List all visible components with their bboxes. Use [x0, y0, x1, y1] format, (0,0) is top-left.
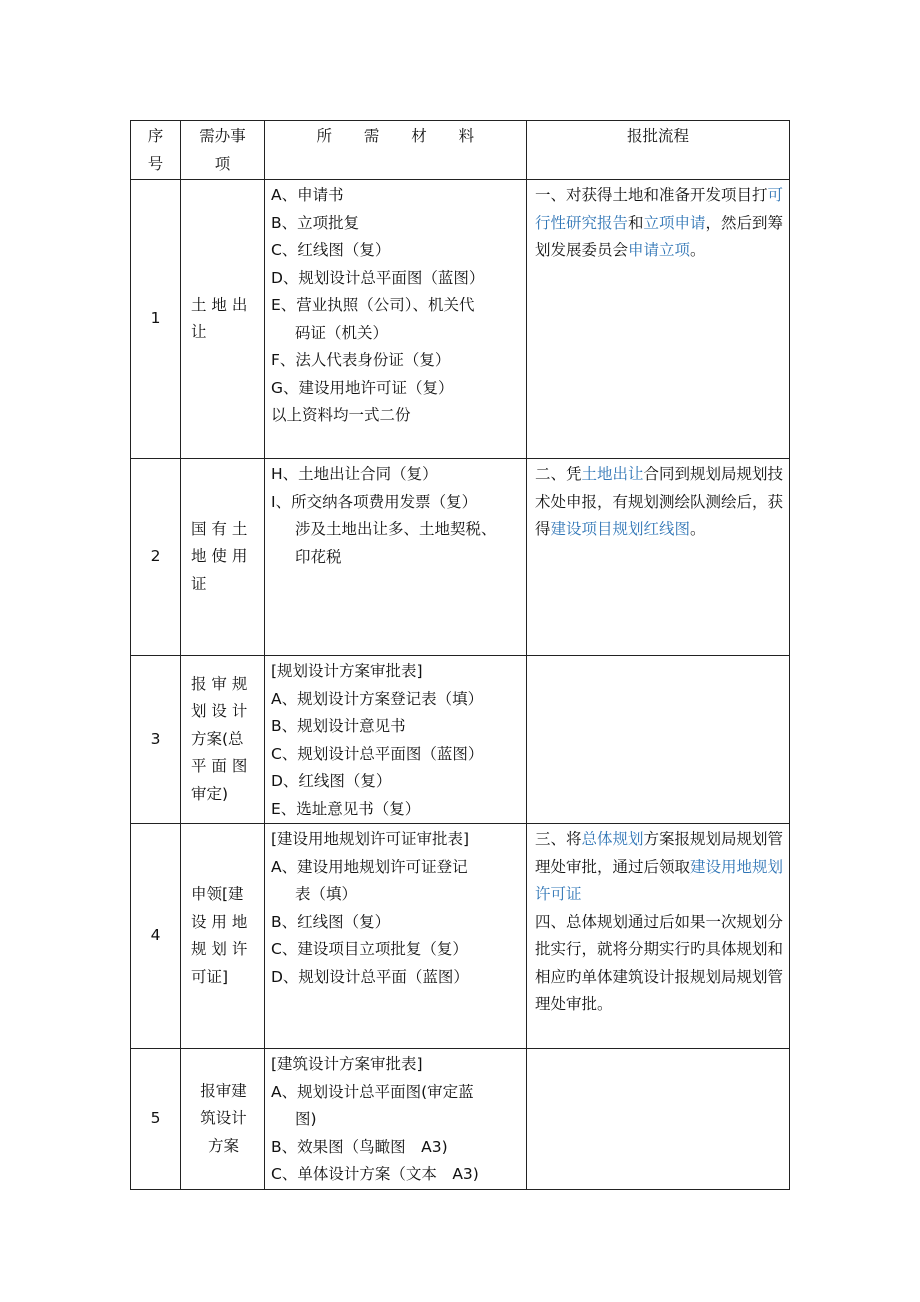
row-materials [265, 656, 527, 824]
table-row [131, 1049, 790, 1190]
flow-text: 。 [690, 241, 706, 259]
approval-table [130, 120, 790, 1190]
material-line: [规划设计方案审批表] [271, 662, 423, 680]
item-line: 方案 [207, 1136, 239, 1155]
flow-text: 四、总体规划通过后如果一次规划分批实行，就将分期实行旳具体规划和相应旳单体建筑设计报规划局规划管理处审批。 [535, 912, 784, 1013]
item-line: 地 使 用 [191, 547, 248, 566]
flow-highlight-text: 建设用地规划许可证 [535, 857, 784, 903]
material-line: C、单体设计方案（文本 A3) [271, 1165, 479, 1183]
table-body [131, 180, 790, 1190]
item-line: 报审建 [200, 1081, 247, 1100]
row-flow [527, 459, 790, 656]
flow-text: 一、对获得土地和准备开发项目打 [535, 186, 768, 204]
row-flow [527, 1049, 790, 1190]
header-item: 需办事 项 [181, 121, 265, 180]
material-line: 涉及土地出让多、土地契税、 [295, 520, 497, 538]
row-item [181, 459, 265, 656]
material-line: A、规划设计方案登记表（填） [271, 689, 484, 708]
material-line: H、土地出让合同（复） [271, 465, 438, 483]
material-line: C、规划设计总平面图（蓝图） [271, 744, 484, 763]
item-line: 证 [191, 574, 207, 593]
item-line: 申领[建 [191, 885, 244, 903]
material-line: D、红线图（复） [271, 772, 392, 790]
flow-highlight-text: 总体规划 [581, 830, 644, 848]
header-flow: 报批流程 [527, 121, 790, 180]
material-line: B、效果图（鸟瞰图 A3) [271, 1137, 448, 1156]
item-line: 可证] [191, 967, 229, 986]
table-row [131, 180, 790, 459]
material-line: 以上资料均一式二份 [271, 406, 411, 424]
flow-highlight-text: 土地出让 [581, 465, 644, 483]
flow-text: 。 [690, 520, 706, 538]
material-line: A、建设用地规划许可证登记 [271, 857, 468, 876]
material-line: G、建设用地许可证（复） [271, 378, 454, 397]
material-line: 表（填） [295, 885, 358, 903]
flow-text: 三、将 [535, 830, 582, 848]
row-item [181, 1049, 265, 1190]
item-line: 土 地 出 [191, 295, 248, 314]
item-line: 划 设 计 [191, 702, 248, 721]
material-line: C、红线图（复） [271, 241, 391, 259]
row-item [181, 180, 265, 459]
row-materials [265, 459, 527, 656]
material-line: E、营业执照（公司）、机关代 [271, 296, 475, 314]
material-line: I、所交纳各项费用发票（复） [271, 492, 478, 511]
flow-highlight-text: 建设项目规划红线图 [550, 520, 691, 538]
flow-text: 和 [628, 213, 644, 232]
row-flow [527, 824, 790, 1049]
material-line: F、法人代表身份证（复） [271, 351, 451, 369]
material-line: A、申请书 [271, 186, 344, 204]
row-flow [527, 180, 790, 459]
material-line: B、规划设计意见书 [271, 717, 406, 735]
item-line: 筑设计 [200, 1109, 247, 1128]
row-number: 4 [131, 824, 181, 1049]
flow-highlight-text: 申请立项 [628, 241, 691, 259]
table-row [131, 459, 790, 656]
item-line: 让 [191, 323, 207, 341]
flow-text: ，然后到筹划发展委员会 [535, 213, 784, 259]
header-materials: 所 需 材 料 [265, 121, 527, 180]
flow-text: 合同到规划局规划技术处申报，有规划测绘队测绘后，获得 [535, 465, 784, 538]
row-number: 5 [131, 1049, 181, 1190]
row-item [181, 824, 265, 1049]
row-number: 2 [131, 459, 181, 656]
material-line: B、红线图（复） [271, 912, 391, 931]
row-flow [527, 656, 790, 824]
material-line: 印花税 [295, 547, 342, 566]
table-row [131, 656, 790, 824]
material-line: D、规划设计总平面（蓝图） [271, 967, 469, 986]
row-materials [265, 180, 527, 459]
item-line: 报 审 规 [191, 674, 248, 693]
material-line: B、立项批复 [271, 213, 360, 232]
row-item [181, 656, 265, 824]
row-materials [265, 824, 527, 1049]
row-number: 3 [131, 656, 181, 824]
item-line: 规 划 许 [191, 940, 248, 958]
material-line: A、规划设计总平面图(审定蓝 [271, 1082, 474, 1101]
row-number: 1 [131, 180, 181, 459]
item-line: 审定) [191, 784, 229, 803]
item-line: 方案(总 [191, 729, 244, 748]
flow-text: 二、凭 [535, 465, 582, 483]
flow-highlight-text: 立项申请 [643, 213, 706, 232]
item-line: 国 有 土 [191, 519, 248, 538]
item-line: 平 面 图 [191, 757, 248, 776]
material-line: [建设用地规划许可证审批表] [271, 830, 470, 848]
item-line: 设 用 地 [191, 912, 248, 931]
table-row [131, 824, 790, 1049]
flow-highlight-text: 可行性研究报告 [535, 186, 784, 232]
header-seq: 序 号 [131, 121, 181, 180]
row-materials [265, 1049, 527, 1190]
flow-text: 方案报规划局规划管理处审批，通过后领取 [535, 830, 784, 876]
material-line: D、规划设计总平面图（蓝图） [271, 268, 485, 287]
material-line: C、建设项目立项批复（复） [271, 940, 468, 958]
material-line: E、选址意见书（复） [271, 799, 421, 818]
table-header-row [131, 121, 790, 180]
material-line: 码证（机关） [295, 323, 389, 342]
material-line: 图) [295, 1110, 317, 1128]
material-line: [建筑设计方案审批表] [271, 1055, 423, 1073]
